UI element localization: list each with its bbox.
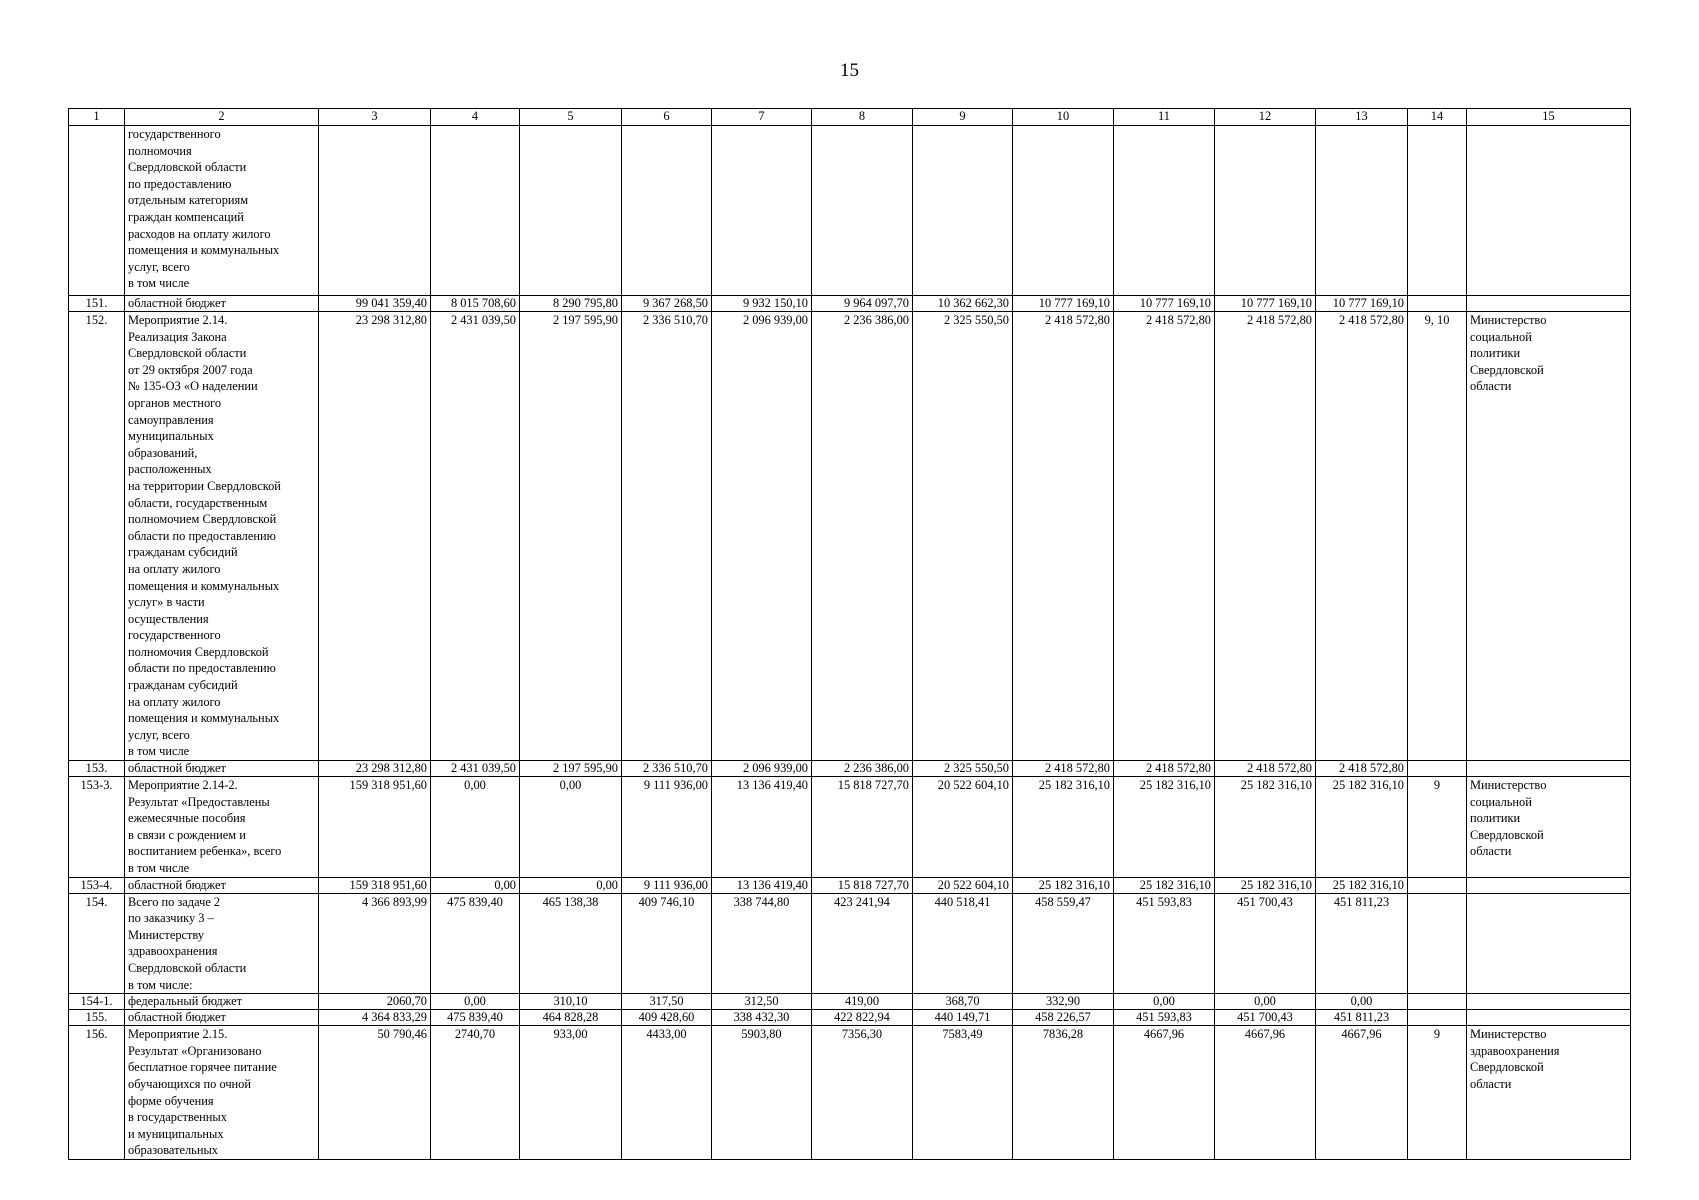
value-cell: 2 336 510,70 bbox=[622, 312, 712, 761]
value-cell: 25 182 316,10 bbox=[1215, 877, 1316, 893]
value-cell: 25 182 316,10 bbox=[1114, 777, 1215, 878]
value-cell: 2 325 550,50 bbox=[913, 761, 1013, 777]
value-cell: 465 138,38 bbox=[520, 893, 622, 994]
value-cell bbox=[1114, 126, 1215, 296]
column-header: 2 bbox=[125, 109, 319, 126]
value-cell: 0,00 bbox=[520, 777, 622, 878]
value-cell: 15 818 727,70 bbox=[812, 877, 913, 893]
value-cell: 409 428,60 bbox=[622, 1010, 712, 1026]
row-name: областной бюджет bbox=[125, 877, 319, 893]
column-header: 12 bbox=[1215, 109, 1316, 126]
value-cell: 159 318 951,60 bbox=[319, 877, 431, 893]
value-cell: 933,00 bbox=[520, 1026, 622, 1160]
value-cell: 159 318 951,60 bbox=[319, 777, 431, 878]
value-cell: 0,00 bbox=[431, 994, 520, 1010]
executor-cell: Министерство социальной политики Свердловской области bbox=[1467, 312, 1631, 761]
value-cell: 451 593,83 bbox=[1114, 893, 1215, 994]
value-cell: 317,50 bbox=[622, 994, 712, 1010]
column-header: 6 bbox=[622, 109, 712, 126]
value-cell bbox=[622, 126, 712, 296]
value-cell: 9 111 936,00 bbox=[622, 877, 712, 893]
value-cell: 451 811,23 bbox=[1316, 893, 1408, 994]
table-row bbox=[69, 761, 1631, 777]
goals-cell bbox=[1408, 1010, 1467, 1026]
value-cell: 10 777 169,10 bbox=[1215, 296, 1316, 312]
row-number: 153-3. bbox=[69, 777, 125, 878]
table-row bbox=[69, 1026, 1631, 1160]
value-cell: 419,00 bbox=[812, 994, 913, 1010]
value-cell bbox=[431, 126, 520, 296]
value-cell: 0,00 bbox=[431, 777, 520, 878]
value-cell: 4433,00 bbox=[622, 1026, 712, 1160]
value-cell: 2 096 939,00 bbox=[712, 761, 812, 777]
goals-cell: 9 bbox=[1408, 1026, 1467, 1160]
column-header: 15 bbox=[1467, 109, 1631, 126]
value-cell: 4 364 833,29 bbox=[319, 1010, 431, 1026]
column-header: 1 bbox=[69, 109, 125, 126]
column-header: 3 bbox=[319, 109, 431, 126]
value-cell: 25 182 316,10 bbox=[1316, 877, 1408, 893]
goals-cell bbox=[1408, 296, 1467, 312]
value-cell: 2 236 386,00 bbox=[812, 761, 913, 777]
value-cell: 15 818 727,70 bbox=[812, 777, 913, 878]
value-cell: 20 522 604,10 bbox=[913, 777, 1013, 878]
value-cell: 422 822,94 bbox=[812, 1010, 913, 1026]
value-cell: 10 362 662,30 bbox=[913, 296, 1013, 312]
value-cell: 8 015 708,60 bbox=[431, 296, 520, 312]
value-cell: 0,00 bbox=[520, 877, 622, 893]
value-cell: 7583,49 bbox=[913, 1026, 1013, 1160]
value-cell: 2 336 510,70 bbox=[622, 761, 712, 777]
executor-cell bbox=[1467, 761, 1631, 777]
value-cell: 2 418 572,80 bbox=[1114, 761, 1215, 777]
table-row bbox=[69, 1010, 1631, 1026]
table-row bbox=[69, 777, 1631, 878]
value-cell: 8 290 795,80 bbox=[520, 296, 622, 312]
row-number: 151. bbox=[69, 296, 125, 312]
value-cell: 4667,96 bbox=[1215, 1026, 1316, 1160]
page-number: 15 bbox=[840, 60, 859, 81]
value-cell bbox=[913, 126, 1013, 296]
value-cell: 475 839,40 bbox=[431, 1010, 520, 1026]
goals-cell bbox=[1408, 761, 1467, 777]
column-header: 4 bbox=[431, 109, 520, 126]
row-name: областной бюджет bbox=[125, 1010, 319, 1026]
value-cell: 332,90 bbox=[1013, 994, 1114, 1010]
row-name: Всего по задаче 2 по заказчику 3 – Министерству здравоохранения Свердловской области в том числе: bbox=[125, 893, 319, 994]
column-header: 10 bbox=[1013, 109, 1114, 126]
value-cell: 10 777 169,10 bbox=[1013, 296, 1114, 312]
value-cell bbox=[520, 126, 622, 296]
row-name: Мероприятие 2.15. Результат «Организовано бесплатное горячее питание обучающихся по очной форме обучения в государственных и муниципальных образовательных bbox=[125, 1026, 319, 1160]
value-cell: 2 431 039,50 bbox=[431, 761, 520, 777]
value-cell: 409 746,10 bbox=[622, 893, 712, 994]
value-cell bbox=[1013, 126, 1114, 296]
row-name: областной бюджет bbox=[125, 761, 319, 777]
value-cell: 50 790,46 bbox=[319, 1026, 431, 1160]
executor-cell: Министерство здравоохранения Свердловской области bbox=[1467, 1026, 1631, 1160]
row-number: 153. bbox=[69, 761, 125, 777]
value-cell: 2 418 572,80 bbox=[1215, 312, 1316, 761]
value-cell: 0,00 bbox=[1215, 994, 1316, 1010]
executor-cell bbox=[1467, 893, 1631, 994]
table-row bbox=[69, 296, 1631, 312]
value-cell bbox=[1215, 126, 1316, 296]
row-name: Мероприятие 2.14-2. Результат «Предоставлены ежемесячные пособия в связи с рождением и воспитанием ребенка», всего в том числе bbox=[125, 777, 319, 878]
column-header: 8 bbox=[812, 109, 913, 126]
value-cell: 310,10 bbox=[520, 994, 622, 1010]
value-cell: 2060,70 bbox=[319, 994, 431, 1010]
executor-cell: Министерство социальной политики Свердловской области bbox=[1467, 777, 1631, 878]
value-cell: 440 518,41 bbox=[913, 893, 1013, 994]
goals-cell: 9, 10 bbox=[1408, 312, 1467, 761]
row-number: 154. bbox=[69, 893, 125, 994]
value-cell: 23 298 312,80 bbox=[319, 761, 431, 777]
value-cell: 20 522 604,10 bbox=[913, 877, 1013, 893]
value-cell: 7356,30 bbox=[812, 1026, 913, 1160]
row-number: 154-1. bbox=[69, 994, 125, 1010]
value-cell: 458 559,47 bbox=[1013, 893, 1114, 994]
row-name: государственного полномочия Свердловской области по предоставлению отдельным категориям граждан компенсаций расходов на оплату жилого помещения и коммунальных услуг, всего в том числе bbox=[125, 126, 319, 296]
column-header: 7 bbox=[712, 109, 812, 126]
value-cell: 451 811,23 bbox=[1316, 1010, 1408, 1026]
table-row bbox=[69, 893, 1631, 994]
column-header: 14 bbox=[1408, 109, 1467, 126]
value-cell: 10 777 169,10 bbox=[1114, 296, 1215, 312]
value-cell: 9 964 097,70 bbox=[812, 296, 913, 312]
value-cell: 25 182 316,10 bbox=[1013, 777, 1114, 878]
header-row bbox=[69, 109, 1631, 126]
row-number: 153-4. bbox=[69, 877, 125, 893]
executor-cell bbox=[1467, 994, 1631, 1010]
column-header: 9 bbox=[913, 109, 1013, 126]
goals-cell bbox=[1408, 877, 1467, 893]
value-cell: 423 241,94 bbox=[812, 893, 913, 994]
value-cell: 9 111 936,00 bbox=[622, 777, 712, 878]
value-cell: 458 226,57 bbox=[1013, 1010, 1114, 1026]
column-header: 13 bbox=[1316, 109, 1408, 126]
value-cell: 2 418 572,80 bbox=[1013, 312, 1114, 761]
value-cell: 25 182 316,10 bbox=[1215, 777, 1316, 878]
value-cell: 7836,28 bbox=[1013, 1026, 1114, 1160]
value-cell: 4667,96 bbox=[1114, 1026, 1215, 1160]
goals-cell bbox=[1408, 126, 1467, 296]
value-cell: 338 432,30 bbox=[712, 1010, 812, 1026]
row-number: 152. bbox=[69, 312, 125, 761]
value-cell: 451 700,43 bbox=[1215, 893, 1316, 994]
value-cell: 25 182 316,10 bbox=[1013, 877, 1114, 893]
row-name: федеральный бюджет bbox=[125, 994, 319, 1010]
table-row bbox=[69, 877, 1631, 893]
value-cell: 2 325 550,50 bbox=[913, 312, 1013, 761]
goals-cell: 9 bbox=[1408, 777, 1467, 878]
value-cell: 2 197 595,90 bbox=[520, 312, 622, 761]
value-cell: 13 136 419,40 bbox=[712, 877, 812, 893]
table-row bbox=[69, 126, 1631, 296]
value-cell bbox=[812, 126, 913, 296]
value-cell bbox=[712, 126, 812, 296]
value-cell: 13 136 419,40 bbox=[712, 777, 812, 878]
value-cell: 25 182 316,10 bbox=[1114, 877, 1215, 893]
value-cell: 2 096 939,00 bbox=[712, 312, 812, 761]
budget-table bbox=[68, 108, 1631, 1160]
value-cell: 4667,96 bbox=[1316, 1026, 1408, 1160]
value-cell: 338 744,80 bbox=[712, 893, 812, 994]
value-cell: 2 431 039,50 bbox=[431, 312, 520, 761]
column-header: 11 bbox=[1114, 109, 1215, 126]
row-number bbox=[69, 126, 125, 296]
value-cell: 0,00 bbox=[431, 877, 520, 893]
value-cell: 99 041 359,40 bbox=[319, 296, 431, 312]
value-cell: 312,50 bbox=[712, 994, 812, 1010]
value-cell: 10 777 169,10 bbox=[1316, 296, 1408, 312]
value-cell: 2 236 386,00 bbox=[812, 312, 913, 761]
row-name: областной бюджет bbox=[125, 296, 319, 312]
value-cell: 23 298 312,80 bbox=[319, 312, 431, 761]
goals-cell bbox=[1408, 893, 1467, 994]
goals-cell bbox=[1408, 994, 1467, 1010]
column-header: 5 bbox=[520, 109, 622, 126]
value-cell: 4 366 893,99 bbox=[319, 893, 431, 994]
value-cell: 25 182 316,10 bbox=[1316, 777, 1408, 878]
value-cell: 464 828,28 bbox=[520, 1010, 622, 1026]
value-cell bbox=[1316, 126, 1408, 296]
row-number: 156. bbox=[69, 1026, 125, 1160]
value-cell: 2740,70 bbox=[431, 1026, 520, 1160]
value-cell: 5903,80 bbox=[712, 1026, 812, 1160]
value-cell: 451 593,83 bbox=[1114, 1010, 1215, 1026]
value-cell: 475 839,40 bbox=[431, 893, 520, 994]
executor-cell bbox=[1467, 126, 1631, 296]
table-row bbox=[69, 994, 1631, 1010]
executor-cell bbox=[1467, 1010, 1631, 1026]
value-cell: 2 418 572,80 bbox=[1316, 312, 1408, 761]
value-cell: 9 932 150,10 bbox=[712, 296, 812, 312]
value-cell: 368,70 bbox=[913, 994, 1013, 1010]
value-cell: 440 149,71 bbox=[913, 1010, 1013, 1026]
value-cell: 2 418 572,80 bbox=[1013, 761, 1114, 777]
value-cell: 2 418 572,80 bbox=[1215, 761, 1316, 777]
row-number: 155. bbox=[69, 1010, 125, 1026]
table-row bbox=[69, 312, 1631, 761]
value-cell: 9 367 268,50 bbox=[622, 296, 712, 312]
value-cell: 451 700,43 bbox=[1215, 1010, 1316, 1026]
value-cell: 0,00 bbox=[1316, 994, 1408, 1010]
value-cell: 2 197 595,90 bbox=[520, 761, 622, 777]
value-cell bbox=[319, 126, 431, 296]
value-cell: 2 418 572,80 bbox=[1114, 312, 1215, 761]
value-cell: 0,00 bbox=[1114, 994, 1215, 1010]
value-cell: 2 418 572,80 bbox=[1316, 761, 1408, 777]
executor-cell bbox=[1467, 296, 1631, 312]
row-name: Мероприятие 2.14. Реализация Закона Свердловской области от 29 октября 2007 года № 135-ОЗ «О наделении органов местного самоуправления муниципальных образований, расположенных на территории Свердловской области, государственным полномочием Свердловской области по предоставлению гражданам субсидий на оплату жилого помещения и коммунальных услуг» в части осуществления государственного полномочия Свердловской области по предоставлению гражданам субсидий на оплату жилого помещения и коммунальных услуг, всего в том числе bbox=[125, 312, 319, 761]
executor-cell bbox=[1467, 877, 1631, 893]
